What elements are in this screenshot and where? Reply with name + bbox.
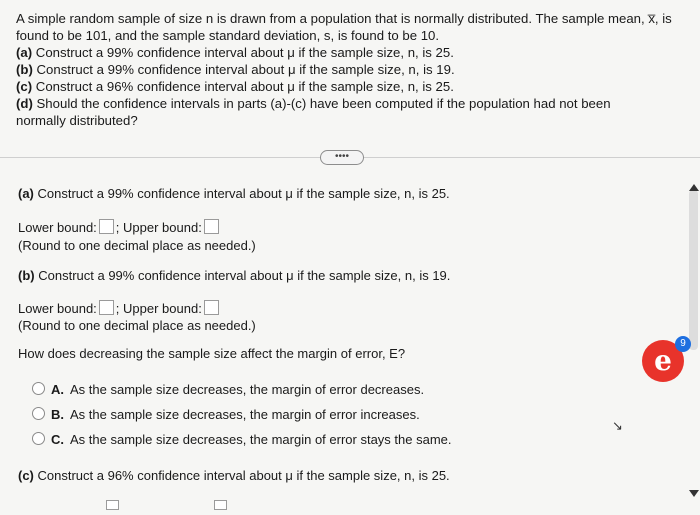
problem-item-b: (b) Construct a 99% confidence interval about μ if the sample size, n, is 19. bbox=[16, 62, 455, 77]
option-a[interactable]: A. As the sample size decreases, the margin of error decreases. bbox=[32, 382, 424, 397]
margin-of-error-question: How does decreasing the sample size affect the margin of error, E? bbox=[18, 346, 406, 361]
option-c-radio[interactable] bbox=[32, 432, 45, 445]
part-a-upper-label: Upper bound: bbox=[123, 220, 202, 235]
problem-intro-line-2: found to be 101, and the sample standard deviation, s, is found to be 10. bbox=[16, 28, 440, 43]
part-a-lower-bound-input[interactable] bbox=[99, 219, 114, 234]
part-c-prompt: (c) Construct a 96% confidence interval about μ if the sample size, n, is 25. bbox=[18, 468, 450, 483]
part-c-upper-bound-input[interactable] bbox=[214, 500, 227, 510]
mouse-cursor-icon: ↘ bbox=[612, 418, 623, 433]
problem-item-d-continued: normally distributed? bbox=[16, 113, 138, 128]
scroll-up-arrow-icon[interactable] bbox=[689, 184, 699, 191]
part-b-lower-bound-input[interactable] bbox=[99, 300, 114, 315]
option-a-radio[interactable] bbox=[32, 382, 45, 395]
show-more-button[interactable]: •••• bbox=[320, 150, 364, 165]
part-b-upper-bound-input[interactable] bbox=[204, 300, 219, 315]
problem-intro-line-1: A simple random sample of size n is drawn from a population that is normally distributed. The sample mean, x̅, is bbox=[16, 11, 672, 26]
part-b-upper-label: Upper bound: bbox=[123, 301, 202, 316]
part-b-lower-label: Lower bound: bbox=[18, 301, 97, 316]
part-b-prompt: (b) Construct a 99% confidence interval about μ if the sample size, n, is 19. bbox=[18, 268, 451, 283]
part-b-rounding-note: (Round to one decimal place as needed.) bbox=[18, 318, 256, 333]
part-c-bounds-cropped bbox=[26, 497, 229, 511]
part-a-lower-label: Lower bound: bbox=[18, 220, 97, 235]
app-badge-icon[interactable]: e bbox=[642, 340, 684, 382]
part-a-upper-bound-input[interactable] bbox=[204, 219, 219, 234]
option-b-radio[interactable] bbox=[32, 407, 45, 420]
part-c-lower-bound-input[interactable] bbox=[106, 500, 119, 510]
part-a-rounding-note: (Round to one decimal place as needed.) bbox=[18, 238, 256, 253]
option-c[interactable]: C. As the sample size decreases, the margin of error stays the same. bbox=[32, 432, 452, 447]
part-a-prompt: (a) Construct a 99% confidence interval about μ if the sample size, n, is 25. bbox=[18, 186, 450, 201]
scrollbar-thumb[interactable] bbox=[689, 190, 698, 350]
option-b[interactable]: B. As the sample size decreases, the margin of error increases. bbox=[32, 407, 420, 422]
problem-item-c: (c) Construct a 96% confidence interval about μ if the sample size, n, is 25. bbox=[16, 79, 454, 94]
notification-count-badge: 9 bbox=[675, 336, 691, 352]
scroll-down-arrow-icon[interactable] bbox=[689, 490, 699, 497]
problem-item-a: (a) Construct a 99% confidence interval about μ if the sample size, n, is 25. bbox=[16, 45, 454, 60]
problem-item-d: (d) Should the confidence intervals in parts (a)-(c) have been computed if the population had not been bbox=[16, 96, 611, 111]
problem-statement bbox=[16, 10, 686, 129]
part-a-bounds: Lower bound: ; Upper bound: bbox=[18, 219, 221, 235]
part-b-bounds: Lower bound: ; Upper bound: bbox=[18, 300, 221, 316]
